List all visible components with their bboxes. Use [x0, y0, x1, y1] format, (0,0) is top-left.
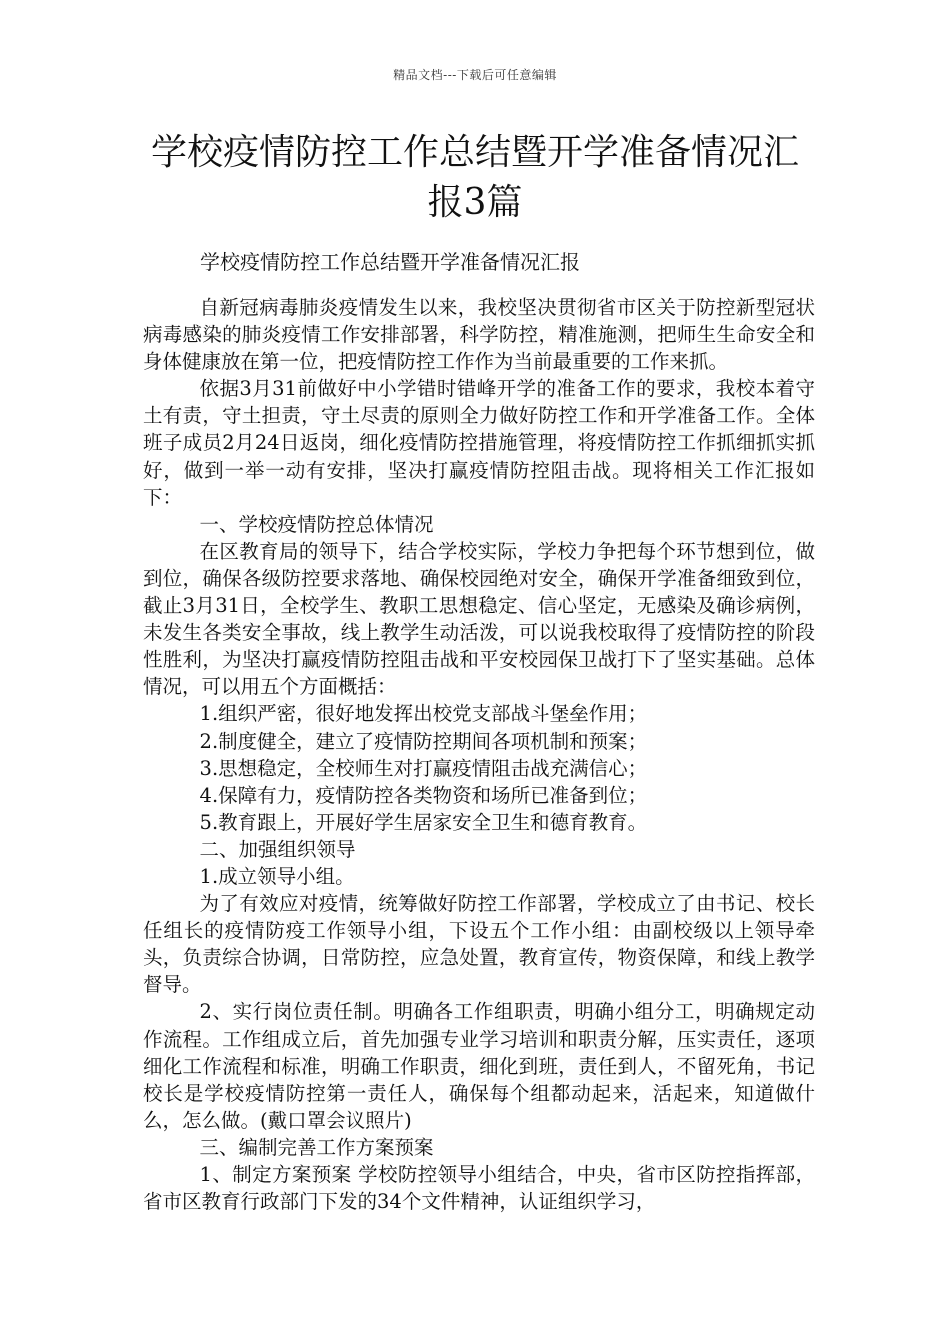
- section-heading: 三、编制完善工作方案预案: [199, 1135, 434, 1159]
- section-heading: 二、加强组织领导: [199, 837, 356, 861]
- document-body: [143, 294, 815, 1215]
- section-heading: 一、学校疫情防控总体情况: [199, 512, 434, 536]
- list-item: 5.教育跟上，开展好学生居家安全卫生和德育教育。: [199, 810, 648, 834]
- document-subtitle: 学校疫情防控工作总结暨开学准备情况汇报: [200, 250, 580, 274]
- header-note: 精品文档---下载后可任意编辑: [393, 68, 557, 82]
- list-item: 1.组织严密，很好地发挥出校党支部战斗堡垒作用；: [199, 702, 648, 726]
- list-item: 4.保障有力，疫情防控各类物资和场所已准备到位；: [199, 783, 648, 807]
- body-paragraph: 1、制定方案预案 学校防控领导小组结合，中央，省市区防控指挥部，省市区教育行政部门下发的34个文件精神，认证组织学习，: [143, 1163, 815, 1214]
- list-item: 2.制度健全，建立了疫情防控期间各项机制和预案；: [199, 729, 648, 753]
- sub-heading: 1.成立领导小组。: [199, 864, 355, 888]
- list-item: 3.思想稳定，全校师生对打赢疫情阻击战充满信心；: [199, 756, 648, 780]
- document-title: 学校疫情防控工作总结暨开学准备情况汇报3篇: [150, 132, 799, 223]
- body-paragraph: 依据3月31前做好中小学错时错峰开学的准备工作的要求，我校本着守土有责，守土担责，守土尽责的原则全力做好防控工作和开学准备工作。全体班子成员2月24日返岗，细化疫情防控措施管理，将疫情防控工作抓细抓实抓好，做到一举一动有安排，坚决打赢疫情防控阻击战。现将相关工作汇报如下：: [143, 377, 815, 509]
- body-paragraph: 在区教育局的领导下，结合学校实际，学校力争把每个环节想到位，做到位，确保各级防控要求落地、确保校园绝对安全，确保开学准备细致到位，截止3月31日，全校学生、教职工思想稳定、信心坚定，无感染及确诊病例，未发生各类安全事故，线上教学生动活泼，可以说我校取得了疫情防控的阶段性胜利，为坚决打赢疫情防控阻击战和平安校园保卫战打下了坚实基础。总体情况，可以用五个方面概括：: [143, 539, 815, 699]
- body-paragraph: 2、实行岗位责任制。明确各工作组职责，明确小组分工，明确规定动作流程。工作组成立后，首先加强专业学习培训和职责分解，压实责任，逐项细化工作流程和标准，明确工作职责，细化到班，责任到人，不留死角，书记校长是学校疫情防控第一责任人，确保每个组都动起来，活起来，知道做什么，怎么做。(戴口罩会议照片): [143, 1000, 815, 1132]
- body-paragraph: 自新冠病毒肺炎疫情发生以来，我校坚决贯彻省市区关于防控新型冠状病毒感染的肺炎疫情工作安排部署，科学防控，精准施测，把师生生命安全和身体健康放在第一位，把疫情防控工作作为当前最重要的工作来抓。: [143, 296, 815, 374]
- body-paragraph: 为了有效应对疫情，统筹做好防控工作部署，学校成立了由书记、校长任组长的疫情防疫工作领导小组，下设五个工作小组：由副校级以上领导牵头，负责综合协调，日常防控，应急处置，教育宣传，物资保障，和线上教学督导。: [143, 892, 815, 997]
